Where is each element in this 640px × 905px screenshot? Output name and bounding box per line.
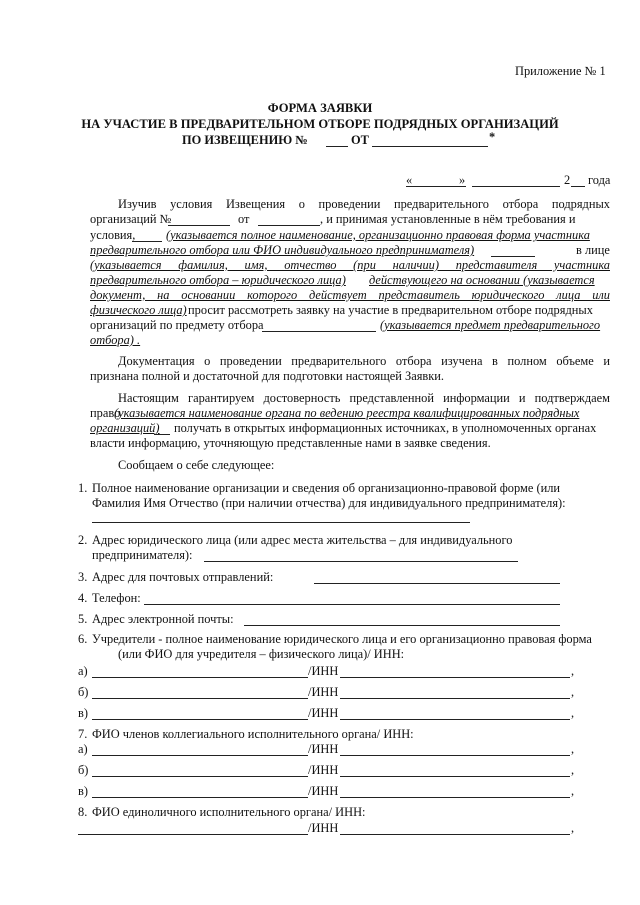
item4-label: Телефон: [92,591,141,605]
p2-line2: признана полной и достаточной для подготовки настоящей Заявки. [90,369,445,383]
p1-hint-subject: (указывается предмет предварительного [380,318,601,332]
item8-inn-label: /ИНН [308,821,339,835]
item6-row-v-inn-field[interactable] [340,719,570,720]
item1-line1: Полное наименование организации и сведения об организационно-правовой форме (или [92,481,561,495]
item8-comma: , [571,821,575,835]
item5-number: 5. [78,612,88,626]
notice-number-label: ПО ИЗВЕЩЕНИЮ № [182,133,308,147]
item8-name-field[interactable] [78,834,308,835]
annex-label: Приложение № 1 [515,64,606,78]
item6-row-b-inn-label: /ИНН [308,685,339,699]
p1-date-field[interactable] [258,225,320,226]
p1-participant-field[interactable] [132,241,162,242]
item8-label: ФИО единоличного исполнительного органа/ ИНН: [92,805,366,819]
item5-field[interactable] [244,625,560,626]
item7-row-v-comma: , [571,784,575,798]
item3-field[interactable] [314,583,560,584]
p1-hint-representative: (указывается фамилия, имя, отчество (при наличии) представителя участника [90,258,610,272]
day-field[interactable] [406,186,466,187]
p1-line2-tail: , и принимая установленные в нём требования и [320,212,576,226]
p1-subject-field[interactable] [262,331,376,332]
p3-right-label: право [90,406,121,420]
item7-row-b-inn-label: /ИНН [308,763,339,777]
item4-number: 4. [78,591,88,605]
p1-hint-basis: действующего на основании (указывается [369,273,595,287]
item2-number: 2. [78,533,88,547]
item8-number: 8. [78,805,88,819]
year-field[interactable] [571,186,585,187]
item7-row-a-label: а) [78,742,88,756]
item7-number: 7. [78,727,88,741]
item7-row-b-name-field[interactable] [92,776,308,777]
item6-row-a-inn-label: /ИНН [308,664,339,678]
item7-row-a-name-field[interactable] [92,755,308,756]
notice-date-label: ОТ [351,133,369,147]
p1-conditions-label: условия, [90,228,136,242]
item7-row-b-inn-field[interactable] [340,776,570,777]
item7-row-b-label: б) [78,763,89,777]
item6-row-b-inn-field[interactable] [340,698,570,699]
item2-field[interactable] [204,561,518,562]
p1-hint-participant: (указывается полное наименование, организационно правовая форма участника [166,228,590,242]
item7-row-a-inn-field[interactable] [340,755,570,756]
item7-row-v-inn-label: /ИНН [308,784,339,798]
item1-line2: Фамилия Имя Отчество (при наличии отчества) для индивидуального предпринимателя): [92,496,566,510]
item6-row-b-name-field[interactable] [92,698,308,699]
year-prefix: 2 [564,173,571,187]
p3-blank [154,434,170,435]
p3-hint-registry-end: организаций) [90,421,160,435]
item6-line2: (или ФИО для учредителя – физического лица)/ ИНН: [118,647,405,661]
item6-row-a-name-field[interactable] [92,677,308,678]
p3-hint-registry: (указывается наименование органа по ведению реестра квалифицированных подрядных [114,406,580,420]
item7-row-v-inn-field[interactable] [340,797,570,798]
date-quote-open: « [406,173,413,187]
item6-row-b-comma: , [571,685,575,699]
item6-row-v-inn-label: /ИНН [308,706,339,720]
form-title: ФОРМА ЗАЯВКИ [267,101,373,115]
p1-hint-representative-cont: предварительного отбора – юридического лица) [90,273,346,287]
p3-line4: власти информацию, уточняющую представленные нами в заявке сведения. [90,436,491,450]
item1-number: 1. [78,481,88,495]
footnote-star: * [489,130,496,144]
item6-number: 6. [78,632,88,646]
p1-hint-basis-end: физического лица) [90,303,187,317]
item6-row-v-name-field[interactable] [92,719,308,720]
p4-intro: Сообщаем о себе следующее: [118,458,275,472]
p1-representative-field[interactable] [491,256,535,257]
p1-line1: Изучив условия Извещения о проведении предварительного отбора подрядных [118,197,610,211]
item7-label: ФИО членов коллегиального исполнительного органа/ ИНН: [92,727,414,741]
date-quote-close: » [459,173,466,187]
item7-row-v-label: в) [78,784,88,798]
item2-line1: Адрес юридического лица (или адрес места жительства – для индивидуального [92,533,513,547]
p1-hint-participant-cont: предварительного отбора или ФИО индивидуального предпринимателя) [90,243,475,257]
item3-number: 3. [78,570,88,584]
item6-line1: Учредители - полное наименование юридического лица и его организационно правовая форма [92,632,592,646]
item1-field[interactable] [92,522,470,523]
month-field[interactable] [472,186,560,187]
p1-in-person-label: в лице [576,243,610,257]
item3-label: Адрес для почтовых отправлений: [92,570,274,584]
p3-line1: Настоящим гарантируем достоверность представленной информации и подтверждаем [118,391,610,405]
item7-row-a-inn-label: /ИНН [308,742,339,756]
p1-subject-label: организаций по предмету отбора [90,318,264,332]
notice-date-field[interactable] [372,146,488,147]
item6-row-a-inn-field[interactable] [340,677,570,678]
p1-org-number-field[interactable] [168,225,230,226]
p1-from-label: от [238,212,250,226]
year-word: года [588,173,611,187]
p1-request-text: просит рассмотреть заявку на участие в предварительном отборе подрядных [188,303,593,317]
item7-row-b-comma: , [571,763,575,777]
item6-row-v-label: в) [78,706,88,720]
p1-hint-basis-cont: документ, на основании которого действует представитель юридического лица или [90,288,610,302]
p2-line1: Документация о проведении предварительного отбора изучена в полном объеме и [118,354,610,368]
item6-row-a-label: а) [78,664,88,678]
p1-org-number-label: организаций № [90,212,172,226]
form-subtitle: НА УЧАСТИЕ В ПРЕДВАРИТЕЛЬНОМ ОТБОРЕ ПОДРЯДНЫХ ОРГАНИЗАЦИЙ [81,117,559,131]
p3-line3-tail: получать в открытых информационных источниках, в уполномоченных органах [174,421,597,435]
item6-row-v-comma: , [571,706,575,720]
item8-inn-field[interactable] [340,834,570,835]
item5-label: Адрес электронной почты: [92,612,234,626]
item7-row-v-name-field[interactable] [92,797,308,798]
item6-row-b-label: б) [78,685,89,699]
item2-line2: предпринимателя): [92,548,193,562]
p1-hint-subject-end: отбора) . [90,333,141,347]
item7-row-a-comma: , [571,742,575,756]
item4-field[interactable] [144,604,560,605]
item6-row-a-comma: , [571,664,575,678]
notice-number-field[interactable] [326,146,348,147]
